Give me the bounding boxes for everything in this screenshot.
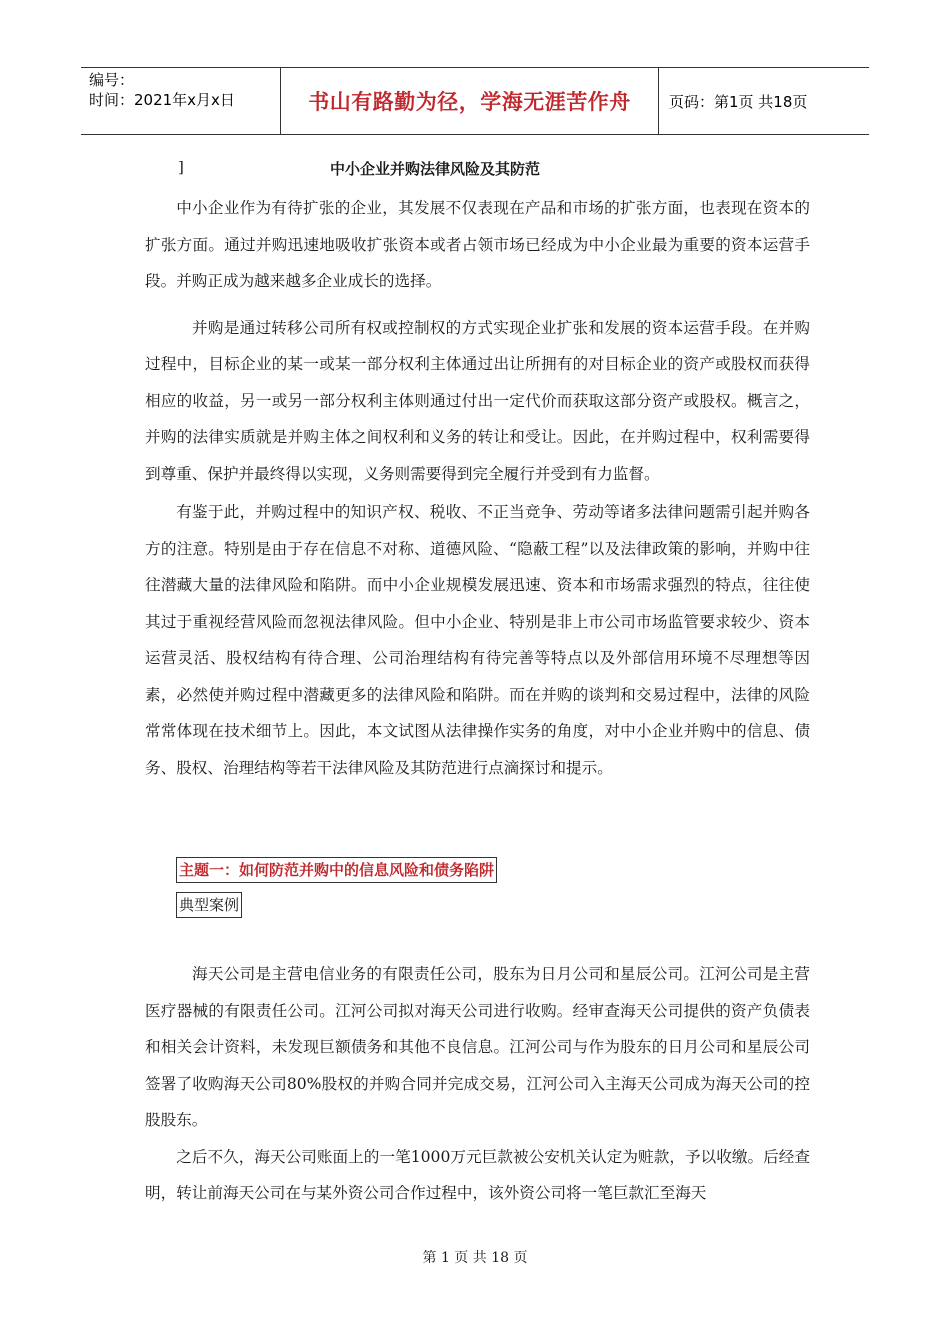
document-title: 中小企业并购法律风险及其防范 [330, 160, 541, 178]
doc-number-label: 编号： [89, 71, 135, 89]
body-section-intro [145, 190, 810, 786]
page-footer: 第 1 页 共 18 页 [422, 1250, 528, 1266]
theme-heading: 主题一：如何防范并购中的信息风险和债务陷阱 [176, 857, 497, 883]
body-section-case [145, 956, 810, 1212]
header-motto-cell [281, 68, 659, 134]
paragraph: 并购是通过转移公司所有权或控制权的方式实现企业扩张和发展的资本运营手段。在并购过程中，目标企业的某一或某一部分权利主体通过出让所拥有的对目标企业的资产或股权而获得相应的收益，另一或另一部分权利主体则通过付出一定代价而获取这部分资产或股权。概言之，并购的法律实质就是并购主体之间权利和义务的转让和受让。因此，在并购过程中，权利需要得到尊重、保护并最终得以实现，义务则需要得到完全履行并受到有力监督。 [145, 318, 810, 483]
header-motto: 书山有路勤为径，学海无涯苦作舟 [308, 90, 631, 114]
header-meta [81, 68, 281, 134]
paragraph: 有鉴于此，并购过程中的知识产权、税收、不正当竞争、劳动等诸多法律问题需引起并购各方的注意。特别是由于存在信息不对称、道德风险、“隐蔽工程”以及法律政策的影响，并购中往往潜藏大量的法律风险和陷阱。而中小企业规模发展迅速、资本和市场需求强烈的特点，往往使其过于重视经营风险而忽视法律风险。但中小企业、特别是非上市公司市场监管要求较少、资本运营灵活、股权结构有待合理、公司治理结构有待完善等特点以及外部信用环境不尽理想等因素，必然使并购过程中潜藏更多的法律风险和陷阱。而在并购的谈判和交易过程中，法律的风险常常体现在技术细节上。因此，本文试图从法律操作实务的角度，对中小企业并购中的信息、债务、股权、治理结构等若干法律风险及其防范进行点滴探讨和提示。 [145, 503, 810, 777]
paragraph: 海天公司是主营电信业务的有限责任公司，股东为日月公司和星辰公司。江河公司是主营医疗器械的有限责任公司。江河公司拟对海天公司进行收购。经审查海天公司提供的资产负债表和相关会计资料，未发现巨额债务和其他不良信息。江河公司与作为股东的日月公司和星辰公司签署了收购海天公司80%股权的并购合同并完成交易，江河公司入主海天公司成为海天公司的控股股东。 [145, 965, 810, 1129]
case-heading: 典型案例 [176, 892, 242, 918]
stray-bracket: ] [178, 158, 184, 176]
header-page-label: 页码：第1页 共18页 [669, 92, 808, 111]
doc-date-label: 时间：2021年x月x日 [89, 91, 235, 109]
paragraph: 之后不久，海天公司账面上的一笔1000万元巨款被公安机关认定为赃款，予以收缴。后经查明，转让前海天公司在与某外资公司合作过程中，该外资公司将一笔巨款汇至海天 [145, 1147, 810, 1202]
page-header [81, 67, 869, 135]
paragraph: 中小企业作为有待扩张的企业，其发展不仅表现在产品和市场的扩张方面，也表现在资本的扩张方面。通过并购迅速地吸收扩张资本或者占领市场已经成为中小企业最为重要的资本运营手段。并购正成为越来越多企业成长的选择。 [145, 199, 810, 290]
